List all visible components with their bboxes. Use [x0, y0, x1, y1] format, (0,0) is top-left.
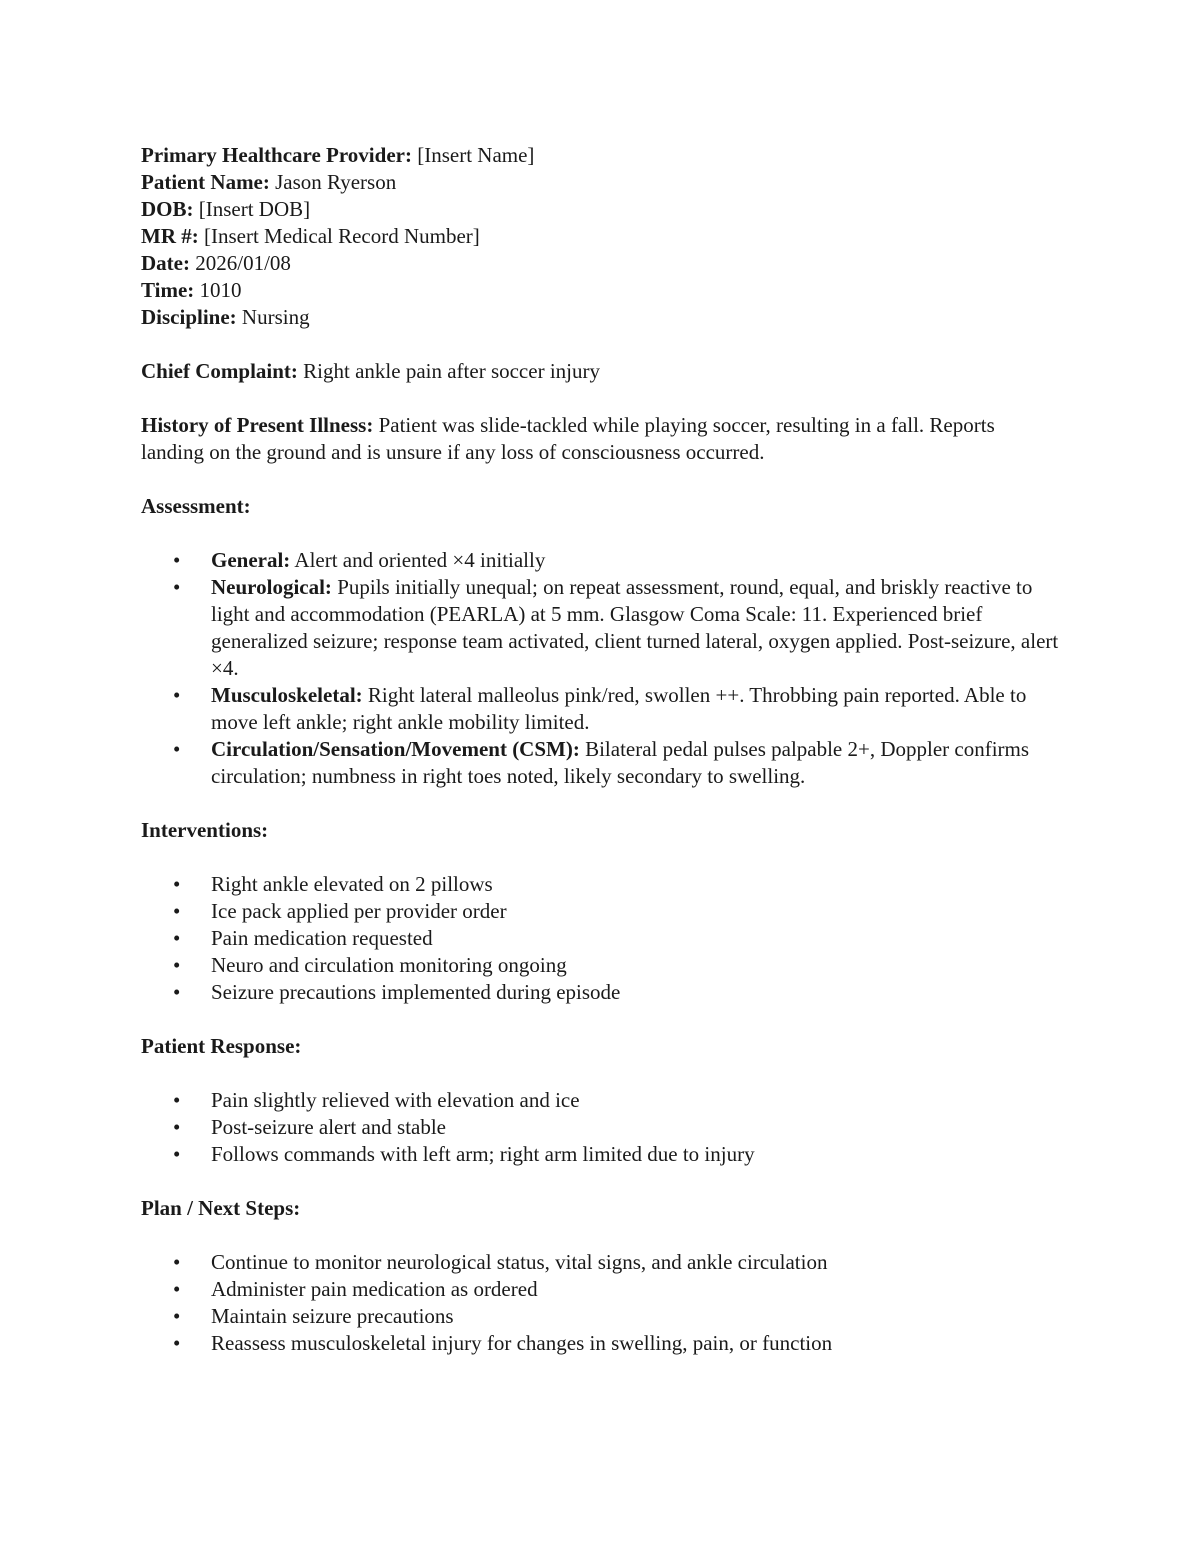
- assessment-item-neurological: [141, 574, 1061, 682]
- assessment-item-text: Right lateral malleolus pink/red, swollen ++. Throbbing pain reported. Able to move left ankle; right ankle mobility limited.: [211, 683, 1027, 734]
- assessment-item-label: Neurological:: [211, 575, 332, 599]
- header-block: [141, 142, 1061, 331]
- assessment-item-musculoskeletal: [141, 682, 1061, 736]
- assessment-item-text: Pupils initially unequal; on repeat assessment, round, equal, and briskly reactive to light and accommodation (PEARLA) at 5 mm. Glasgow Coma Scale: 11. Experienced brief generalized seizure; response team activated, client turned lateral, oxygen applied. Post-seizure, alert ×4.: [211, 575, 1059, 680]
- mr-value: [Insert Medical Record Number]: [203, 224, 480, 248]
- time-value: 1010: [199, 278, 242, 302]
- history-present-illness: [141, 412, 1061, 466]
- list-item: • Pain medication requested: [141, 925, 1061, 952]
- mr-line: [141, 223, 1061, 250]
- patient-response-list: [141, 1087, 1061, 1168]
- list-item: • Neuro and circulation monitoring ongoing: [141, 952, 1061, 979]
- assessment-item-label: General:: [211, 548, 291, 572]
- dob-value: [Insert DOB]: [198, 197, 311, 221]
- nursing-note-document: [141, 142, 1061, 1357]
- provider-line: [141, 142, 1061, 169]
- time-line: [141, 277, 1061, 304]
- patient-name-value: Jason Ryerson: [275, 170, 397, 194]
- provider-label: Primary Healthcare Provider:: [141, 143, 412, 167]
- hpi-label: History of Present Illness:: [141, 413, 374, 437]
- interventions-heading: Interventions:: [141, 818, 269, 842]
- dob-line: [141, 196, 1061, 223]
- discipline-label: Discipline:: [141, 305, 237, 329]
- assessment-item-label: Circulation/Sensation/Movement (CSM):: [211, 737, 580, 761]
- assessment-heading: Assessment:: [141, 494, 251, 518]
- discipline-value: Nursing: [241, 305, 310, 329]
- patient-name-line: [141, 169, 1061, 196]
- list-item: • Pain slightly relieved with elevation and ice: [141, 1087, 1061, 1114]
- list-item: • Reassess musculoskeletal injury for changes in swelling, pain, or function: [141, 1330, 1061, 1357]
- plan-heading: Plan / Next Steps:: [141, 1196, 301, 1220]
- list-item: • Maintain seizure precautions: [141, 1303, 1061, 1330]
- plan-list: [141, 1249, 1061, 1357]
- chief-complaint-label: Chief Complaint:: [141, 359, 298, 383]
- list-item: • Right ankle elevated on 2 pillows: [141, 871, 1061, 898]
- date-line: [141, 250, 1061, 277]
- date-label: Date:: [141, 251, 190, 275]
- chief-complaint: [141, 358, 1061, 385]
- assessment-item-text: Bilateral pedal pulses palpable 2+, Doppler confirms circulation; numbness in right toes noted, likely secondary to swelling.: [211, 737, 1030, 788]
- assessment-list: [141, 547, 1061, 790]
- hpi-value: Patient was slide-tackled while playing soccer, resulting in a fall. Reports landing on the ground and is unsure if any loss of consciousness occurred.: [141, 413, 995, 464]
- discipline-line: [141, 304, 1061, 331]
- list-item: • Ice pack applied per provider order: [141, 898, 1061, 925]
- list-item: • Post-seizure alert and stable: [141, 1114, 1061, 1141]
- patient-response-heading: Patient Response:: [141, 1034, 302, 1058]
- dob-label: DOB:: [141, 197, 194, 221]
- assessment-item-general: [141, 547, 1061, 574]
- assessment-item-text: Alert and oriented ×4 initially: [294, 548, 546, 572]
- list-item: • Administer pain medication as ordered: [141, 1276, 1061, 1303]
- patient-name-label: Patient Name:: [141, 170, 270, 194]
- date-value: 2026/01/08: [195, 251, 291, 275]
- interventions-list: [141, 871, 1061, 1006]
- assessment-item-label: Musculoskeletal:: [211, 683, 363, 707]
- assessment-item-csm: [141, 736, 1061, 790]
- provider-value: [Insert Name]: [417, 143, 535, 167]
- mr-label: MR #:: [141, 224, 199, 248]
- list-item: • Continue to monitor neurological status, vital signs, and ankle circulation: [141, 1249, 1061, 1276]
- list-item: • Seizure precautions implemented during episode: [141, 979, 1061, 1006]
- list-item: • Follows commands with left arm; right arm limited due to injury: [141, 1141, 1061, 1168]
- time-label: Time:: [141, 278, 195, 302]
- chief-complaint-value: Right ankle pain after soccer injury: [303, 359, 600, 383]
